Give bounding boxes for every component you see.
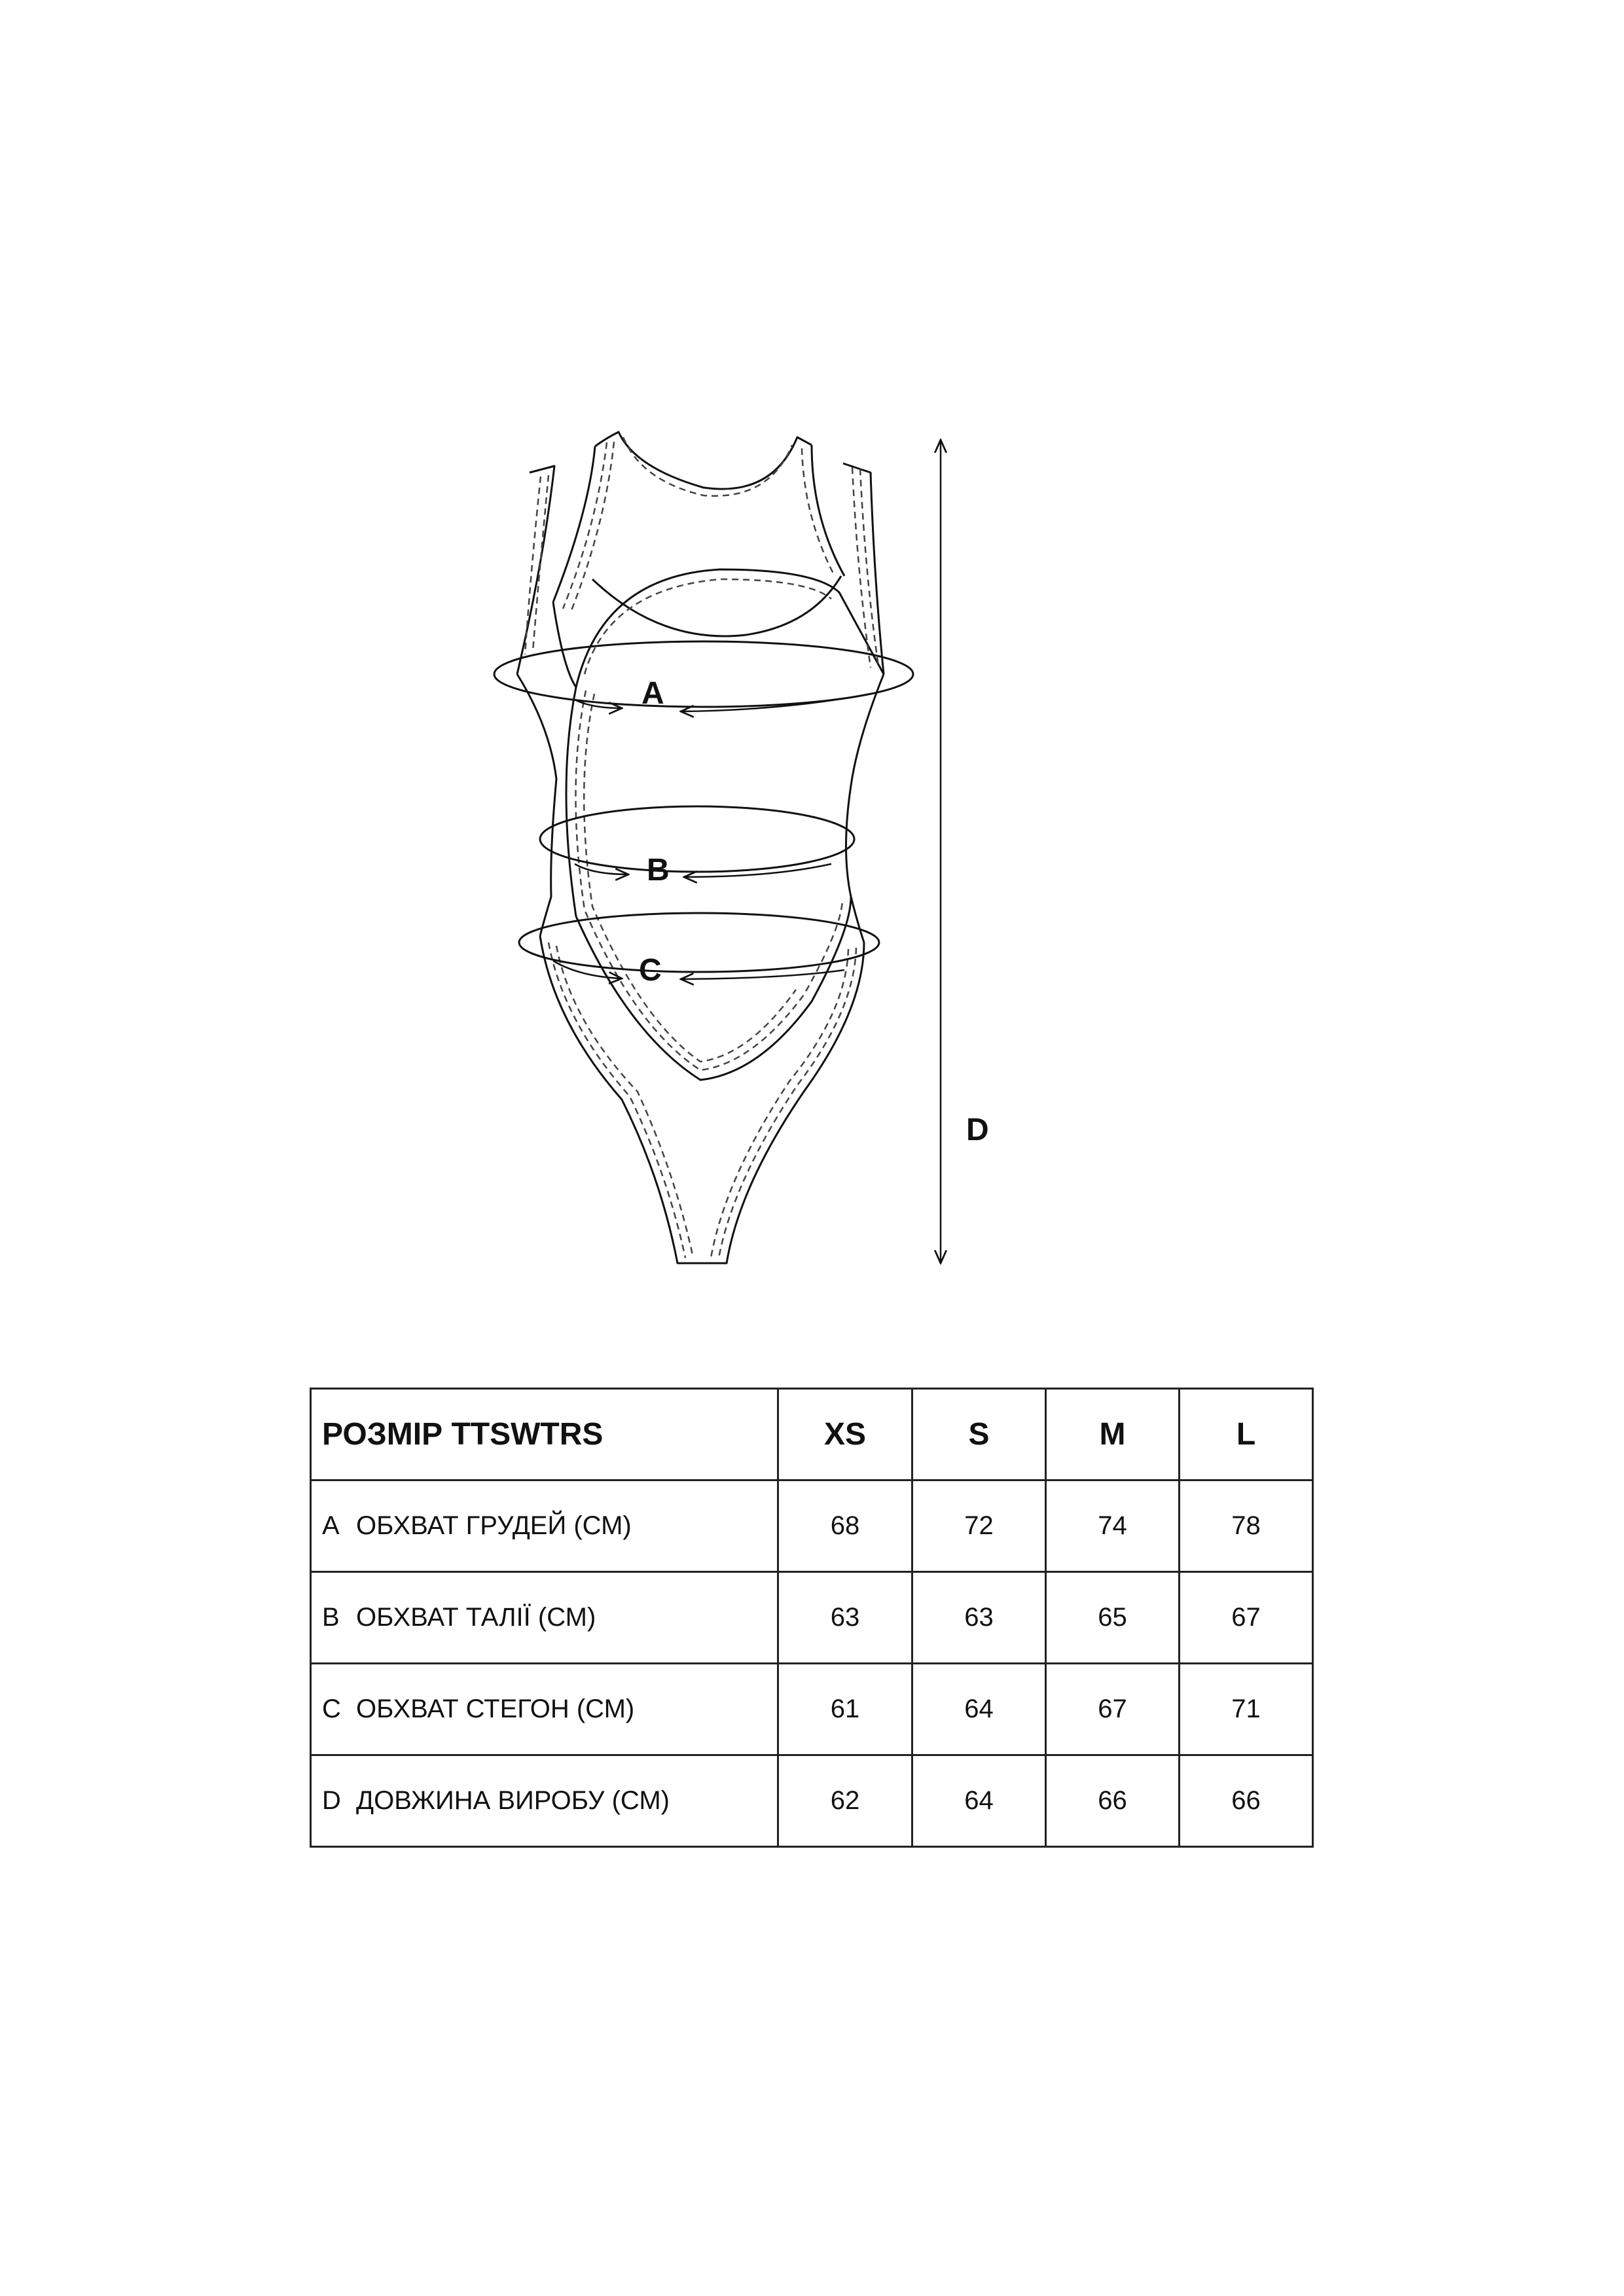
waist-ellipse [540, 806, 854, 872]
table-cell: 66 [1180, 1755, 1313, 1847]
table-header-row [311, 1389, 1313, 1480]
table-cell: 63 [778, 1572, 912, 1664]
row-label-chest [311, 1480, 778, 1572]
table-cell: 63 [912, 1572, 1046, 1664]
size-header-l: L [1180, 1389, 1313, 1480]
row-label-length [311, 1755, 778, 1847]
table-row [311, 1572, 1313, 1664]
table-cell: 68 [778, 1480, 912, 1572]
row-letter: D [322, 1786, 341, 1815]
size-header-s: S [912, 1389, 1046, 1480]
table-cell: 64 [912, 1664, 1046, 1755]
table-row [311, 1480, 1313, 1572]
table-cell: 71 [1180, 1664, 1313, 1755]
measurement-arrows [553, 694, 871, 979]
row-name: ОБХВАТ ГРУДЕЙ (СМ) [356, 1511, 632, 1540]
row-label-waist [311, 1572, 778, 1664]
table-cell: 78 [1180, 1480, 1313, 1572]
table-cell: 61 [778, 1664, 912, 1755]
table-cell: 67 [1180, 1572, 1313, 1664]
label-b: B [647, 853, 670, 888]
label-a: A [641, 676, 664, 711]
row-label-hips [311, 1664, 778, 1755]
table-cell: 65 [1046, 1572, 1180, 1664]
row-letter: B [322, 1603, 340, 1632]
size-chart-table [310, 1388, 1314, 1848]
table-cell: 66 [1046, 1755, 1180, 1847]
table-cell: 74 [1046, 1480, 1180, 1572]
label-c: C [639, 953, 662, 988]
size-header-m: M [1046, 1389, 1180, 1480]
size-header-xs: XS [778, 1389, 912, 1480]
table-cell: 62 [778, 1755, 912, 1847]
row-name: ДОВЖИНА ВИРОБУ (СМ) [356, 1786, 670, 1815]
row-letter: C [322, 1695, 341, 1723]
row-name: ОБХВАТ СТЕГОН (СМ) [356, 1695, 635, 1723]
row-letter: A [322, 1511, 340, 1540]
stitch-lines [525, 437, 878, 1258]
hip-ellipse [519, 913, 879, 972]
table-cell: 67 [1046, 1664, 1180, 1755]
table-row [311, 1755, 1313, 1847]
table-cell: 72 [912, 1480, 1046, 1572]
table-row [311, 1664, 1313, 1755]
label-d: D [966, 1113, 989, 1147]
table-title: РОЗМІР TTSWTRS [311, 1389, 778, 1480]
bodysuit-outline [517, 432, 884, 1263]
row-name: ОБХВАТ ТАЛІЇ (СМ) [356, 1603, 596, 1632]
table-cell: 64 [912, 1755, 1046, 1847]
measurement-ellipses [494, 641, 913, 972]
